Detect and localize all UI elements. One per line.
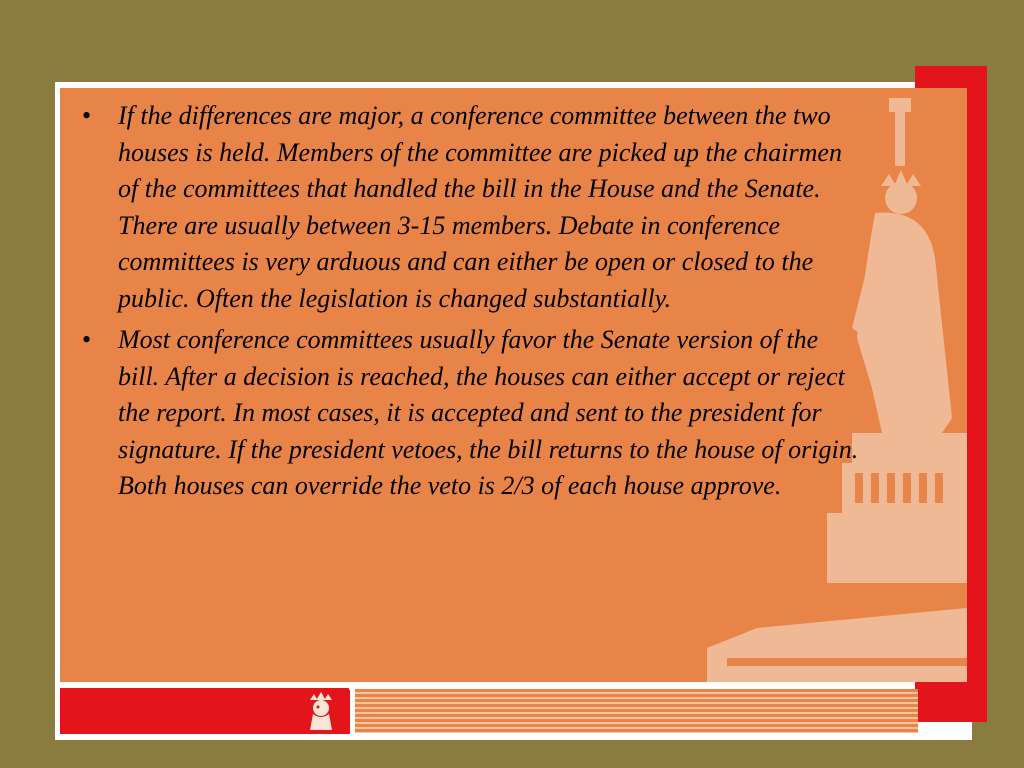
bullet-item — [82, 322, 862, 505]
bullet-item — [82, 98, 862, 317]
bullet-text: If the differences are major, a conference committee between the two houses is held. Members of the committee are picked up the chairmen of the committees that handled the bill in the House and the Senate. There are usually between 3-15 members. Debate in conference committees is very arduous and can either be open or closed to the public. Often the legislation is changed substantially. — [118, 101, 842, 313]
liberty-head-logo — [296, 690, 350, 734]
bullet-marker: • — [82, 101, 92, 130]
content-panel — [60, 88, 967, 682]
bullet-list — [82, 98, 862, 510]
bullet-marker: • — [82, 325, 92, 354]
bullet-text: Most conference committees usually favor the Senate version of the bill. After a decision is reached, the houses can either accept or reject the report. In most cases, it is accepted and sent to the president for signature. If the president vetoes, the bill returns to the house of origin. Both houses can override the veto is 2/3 of each house approve. — [118, 325, 859, 500]
footer-stripes — [355, 689, 918, 733]
